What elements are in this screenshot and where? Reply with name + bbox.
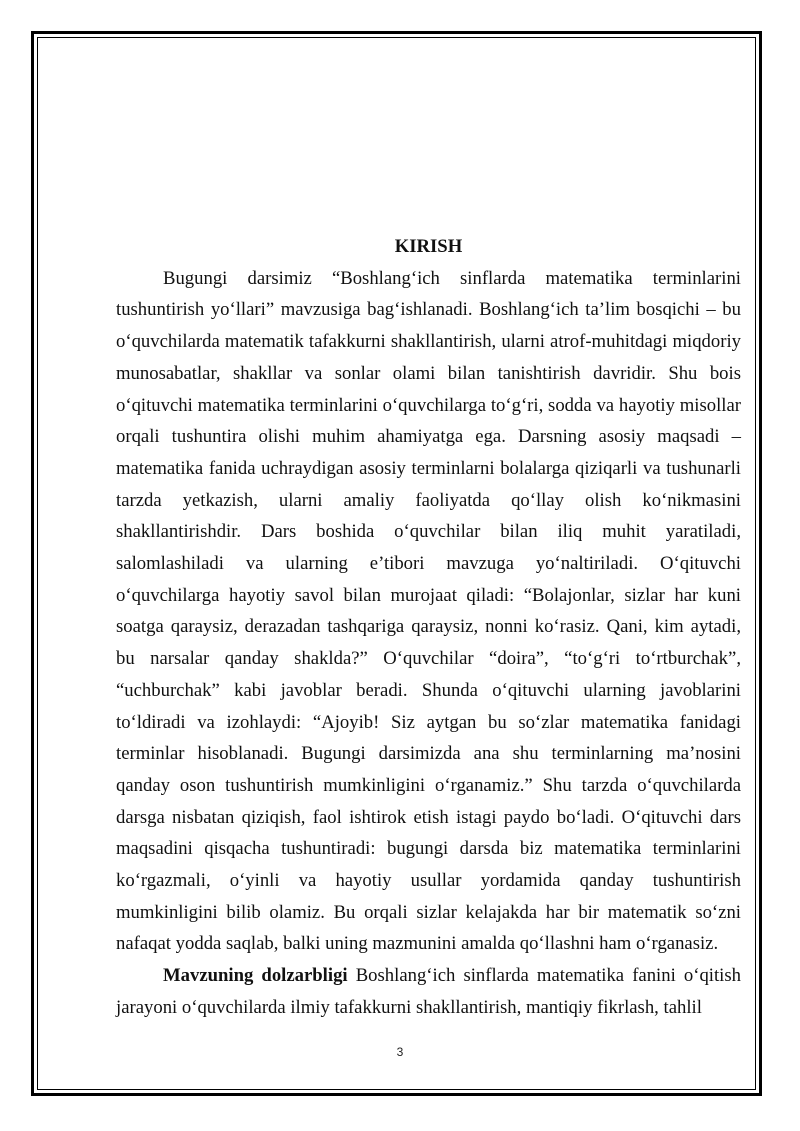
paragraph-lead: Mavzuning dolzarbligi xyxy=(163,965,348,987)
document-body xyxy=(116,231,741,1024)
section-heading: KIRISH xyxy=(394,236,463,257)
paragraph-intro xyxy=(116,263,741,960)
paragraph-relevance xyxy=(116,960,741,1023)
page-number: 3 xyxy=(396,1045,404,1059)
paragraph-text: Bugungi darsimiz “Boshlang‘ich sinflarda matematika terminlarini tushuntirish yo‘llari” mavzusiga bag‘ishlanadi. Boshlang‘ich ta’lim bosqichi – bu o‘quvchilarda matematik tafakkurni shakllantirish, ularni atrof-muhitdagi miqdoriy munosabatlar, shakllar va sonlar olami bilan tanishtirish davridir. Shu bois o‘qituvchi matematika terminlarini o‘quvchilarga to‘g‘ri, sodda va hayotiy misollar orqali tushuntira olishi muhim ahamiyatga ega. Darsning asosiy maqsadi – matematika fanida uchraydigan asosiy terminlarni bolalarga qiziqarli va tushunarli tarzda yetkazish, ularni amaliy faoliyatda qo‘llay olish ko‘nikmasini shakllantirishdir. Dars boshida o‘quvchilar bilan iliq muhit yaratiladi, salomlashiladi va ularning e’tibori mavzuga yo‘naltiriladi. O‘qituvchi o‘quvchilarga hayotiy savol bilan murojaat qiladi: “Bolajonlar, sizlar har kuni soatga qaraysiz, derazadan tashqariga qaraysiz, nonni ko‘rasiz. Qani, kim aytadi, bu narsalar qanday shaklda?” O‘quvchilar “doira”, “to‘g‘ri to‘rtburchak”, “uchburchak” kabi javoblar beradi. Shunda o‘qituvchi ularning javoblarini to‘ldiradi va izohlaydi: “Ajoyib! Siz aytgan bu so‘zlar matematika fanidagi terminlar hisoblanadi. Bugungi darsimizda ana shu terminlarning ma’nosini qanday oson tushuntirish mumkinligini o‘rganamiz.” Shu tarzda o‘quvchilarda darsga nisbatan qiziqish, faol ishtirok etish istagi paydo bo‘ladi. O‘qituvchi dars maqsadini qisqacha tushuntiradi: bugungi darsda biz matematika terminlarini ko‘rgazmali, o‘yinli va hayotiy usullar yordamida qanday tushuntirish mumkinligini bilib olamiz. Bu orqali sizlar kelajakda har bir matematik so‘zni nafaqat yodda saqlab, balki uning mazmunini amalda qo‘llashni ham o‘rganasiz. xyxy=(116,267,741,955)
paragraph-text: Boshlang‘ich sinflarda matematika fanini o‘qitish jarayoni o‘quvchilarda ilmiy tafakkurni shakllantirish, mantiqiy fikrlash, tahlil xyxy=(116,965,741,1018)
